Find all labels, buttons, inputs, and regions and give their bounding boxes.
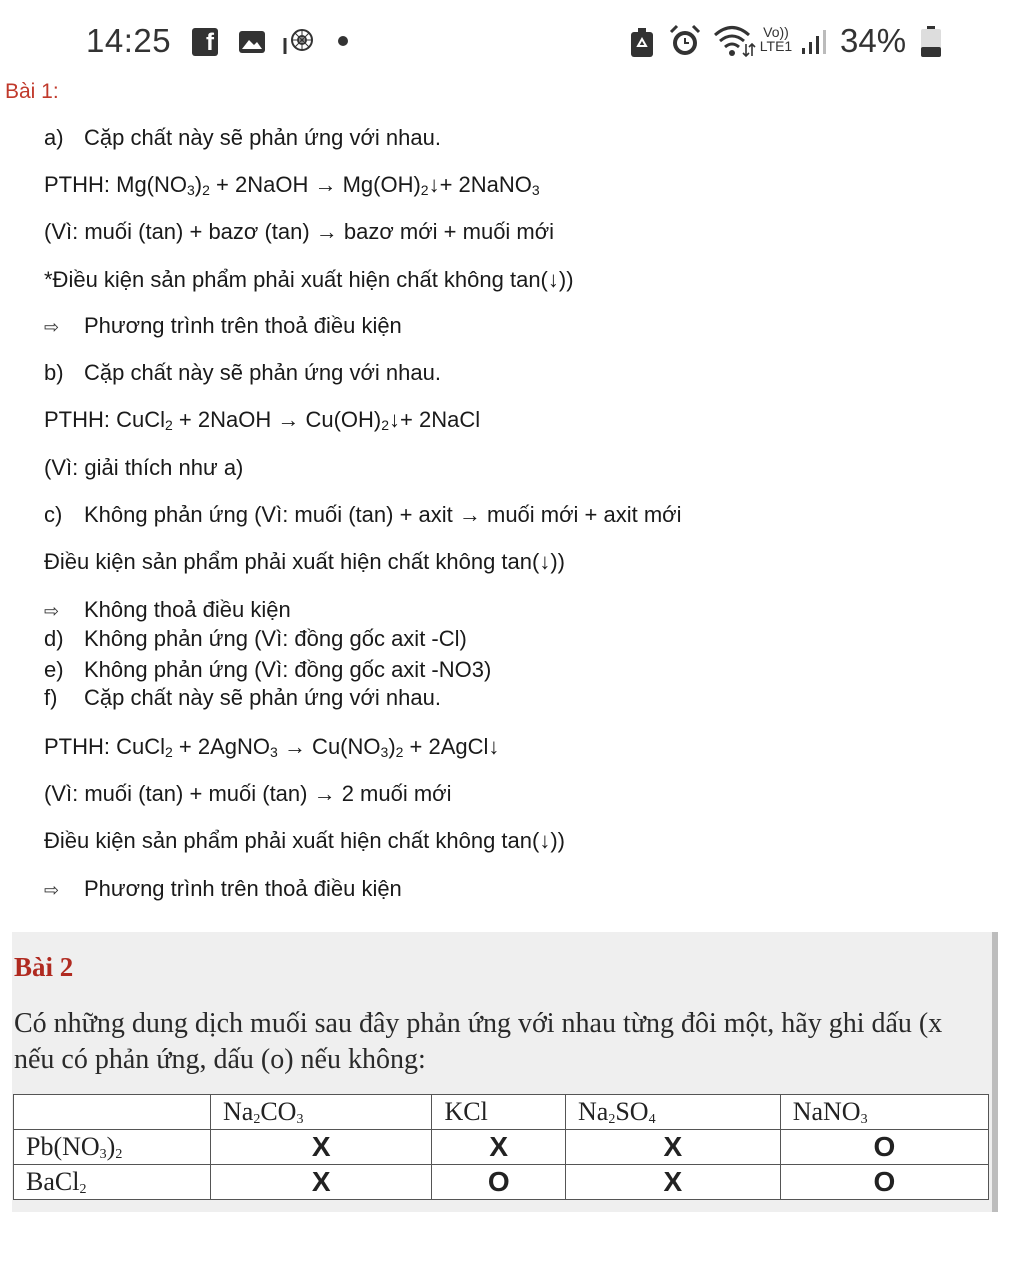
column-header: NaNO$_3$	[780, 1095, 988, 1130]
column-header: $Na_2CO_3$	[211, 1095, 432, 1130]
reaction-mark: O	[432, 1165, 566, 1200]
reaction-mark: X	[211, 1130, 432, 1165]
reaction-mark: O	[780, 1165, 988, 1200]
table-corner-cell	[14, 1095, 211, 1130]
battery-saver-icon	[630, 28, 654, 58]
bai2-paragraph-line1: Có những dung dịch muối sau đây phản ứng với nhau từng đôi một, hãy ghi dấu (x	[14, 1008, 943, 1039]
item-a-marker: a)	[44, 125, 64, 150]
equation-3: PTHH: CuCl$_2$ + 2AgNO$_3$ → $Cu(NO_3)_2$ + 2AgCl↓	[44, 734, 500, 760]
sync-icon	[282, 26, 316, 56]
item-e-marker: e)	[44, 657, 64, 682]
item-f-result	[44, 875, 402, 904]
battery-percentage: 34%	[840, 22, 907, 59]
notification-dot-icon	[338, 36, 348, 46]
signal-icon	[800, 28, 830, 56]
wifi-icon	[712, 24, 756, 58]
item-c-result-text: Không thoả điều kiện	[84, 597, 291, 622]
item-d-marker: d)	[44, 626, 64, 651]
item-c-condition: Điều kiện sản phẩm phải xuất hiện chất không tan(↓))	[44, 549, 565, 574]
item-c-text: Không phản ứng (Vì: muối (tan) + axit → muối mới + axit mới	[84, 502, 682, 527]
status-time: 14:25	[86, 22, 172, 59]
item-a	[44, 124, 441, 152]
table-row	[14, 1130, 989, 1165]
item-f-condition: Điều kiện sản phẩm phải xuất hiện chất không tan(↓))	[44, 828, 565, 853]
reaction-mark: X	[211, 1165, 432, 1200]
item-f	[44, 684, 441, 712]
item-b-text: Cặp chất này sẽ phản ứng với nhau.	[84, 360, 441, 385]
gallery-icon	[238, 30, 266, 54]
item-c-marker: c)	[44, 502, 63, 527]
item-e-text: Không phản ứng (Vì: đồng gốc axit -NO3)	[84, 657, 492, 682]
item-f-result-text: Phương trình trên thoả điều kiện	[84, 876, 402, 901]
item-b	[44, 359, 441, 387]
reaction-mark: X	[566, 1165, 781, 1200]
bai2-paragraph	[14, 1006, 994, 1078]
item-b-reason: (Vì: giải thích như a)	[44, 455, 244, 480]
item-a-condition: *Điều kiện sản phẩm phải xuất hiện chất không tan(↓))	[44, 267, 574, 292]
bai2-paragraph-line2: nếu có phản ứng, dấu (o) nếu không:	[14, 1044, 426, 1075]
table-header-row	[14, 1095, 989, 1130]
item-c-result	[44, 596, 291, 625]
item-c	[44, 501, 682, 529]
alarm-icon	[668, 24, 702, 58]
battery-icon	[920, 26, 942, 58]
item-e	[44, 656, 491, 684]
item-a-result	[44, 312, 402, 341]
reaction-mark: X	[432, 1130, 566, 1165]
item-a-text: Cặp chất này sẽ phản ứng với nhau.	[84, 125, 441, 150]
equation-1: PTHH: $Mg(NO_3)_2$ + 2NaOH → $Mg(OH)_2↓+$ 2NaNO$_3$	[44, 172, 540, 198]
item-a-result-text: Phương trình trên thoả điều kiện	[84, 313, 402, 338]
status-bar	[0, 0, 1024, 80]
item-f-marker: f)	[44, 685, 58, 710]
volte-label: Vo)) LTE1	[759, 24, 793, 54]
facebook-icon: f	[192, 28, 218, 56]
bai2-section	[12, 932, 998, 1212]
column-header: $Na_2SO_4$	[566, 1095, 781, 1130]
reaction-mark: X	[566, 1130, 781, 1165]
item-f-reason: (Vì: muối (tan) + muối (tan) → 2 muối mới	[44, 781, 452, 806]
row-label: $Pb(NO_3)_2$	[14, 1130, 211, 1165]
bai2-heading: Bài 2	[14, 952, 74, 982]
bai1-heading: Bài 1:	[5, 80, 59, 103]
item-d	[44, 625, 467, 653]
equation-2: PTHH: CuCl$_2$ + 2NaOH → $Cu(OH)_2↓+$ 2NaCl	[44, 407, 481, 433]
item-a-reason: (Vì: muối (tan) + bazơ (tan) → bazơ mới + muối mới	[44, 219, 555, 244]
arrow-icon: ⇨	[44, 601, 60, 621]
item-b-marker: b)	[44, 360, 64, 385]
row-label: BaCl$_2$	[14, 1165, 211, 1200]
item-d-text: Không phản ứng (Vì: đồng gốc axit -Cl)	[84, 626, 467, 651]
arrow-icon: ⇨	[44, 317, 60, 337]
reaction-mark: O	[780, 1130, 988, 1165]
column-header: KCl	[432, 1095, 566, 1130]
reaction-table	[13, 1094, 989, 1200]
item-f-text: Cặp chất này sẽ phản ứng với nhau.	[84, 685, 441, 710]
arrow-icon: ⇨	[44, 880, 60, 900]
table-row	[14, 1165, 989, 1200]
